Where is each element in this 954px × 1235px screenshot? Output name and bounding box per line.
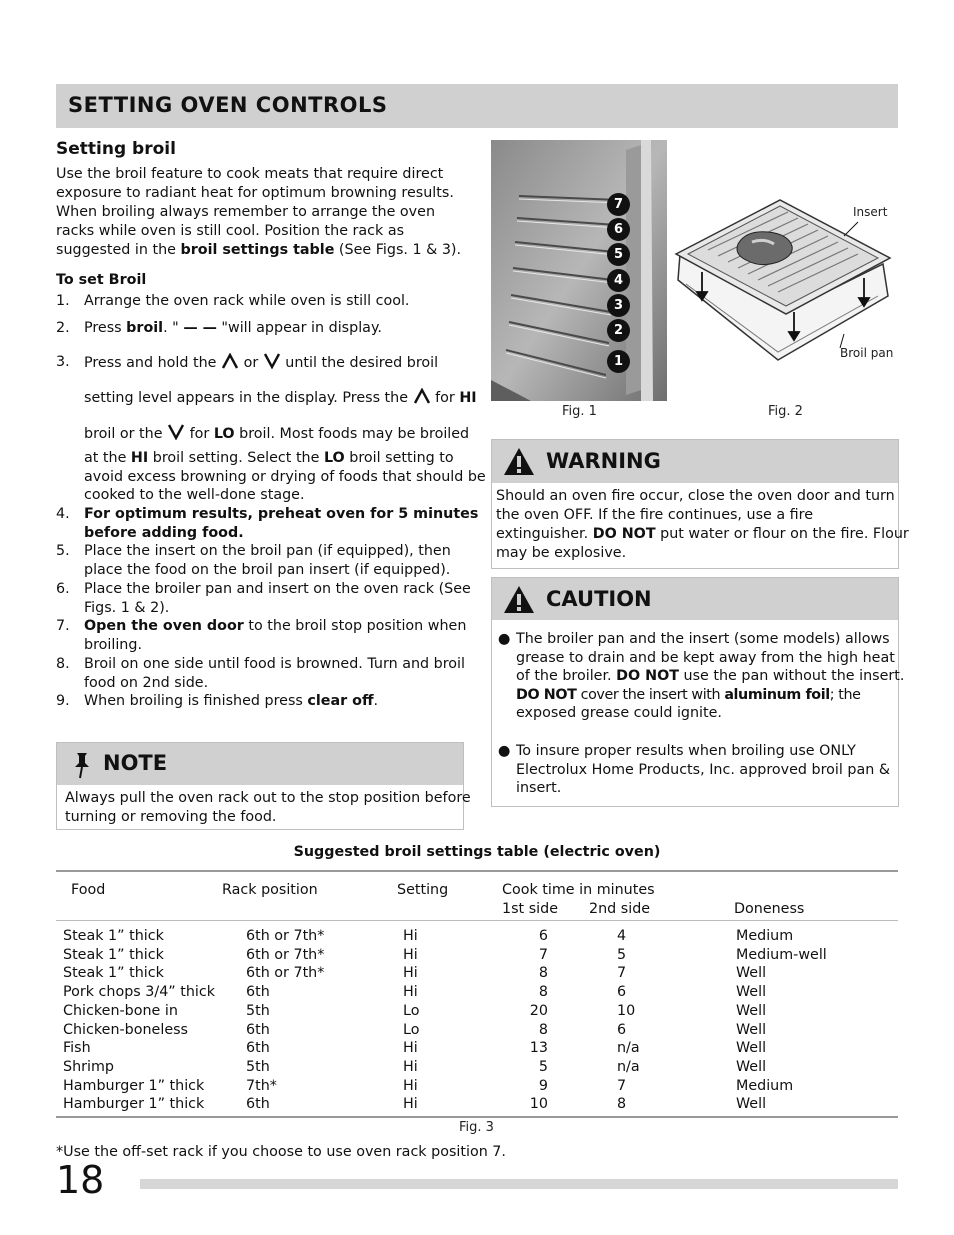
up-arrow-icon [413, 388, 431, 404]
cell-setting: Hi [403, 984, 418, 1001]
cell-second-side: n/a [617, 1040, 640, 1057]
warning-triangle-icon [502, 446, 536, 477]
cell-rack-position: 7th* [246, 1077, 277, 1094]
warning-box [491, 439, 909, 569]
cell-doneness: Well [736, 1021, 767, 1038]
subsection-heading: Setting broil [56, 139, 176, 159]
fig-2-label: Fig. 2 [768, 404, 803, 419]
intro-line: exposure to radiant heat for optimum browning results. [56, 185, 454, 201]
rack-number-badge: 4 [607, 269, 630, 292]
cell-doneness: Medium [736, 928, 794, 944]
cell-setting: Hi [403, 1040, 418, 1057]
warning-text: Should an oven fire occur, close the oven door and turn the oven OFF. If the fire continues, use a fire extinguisher. DO NOT put water or flour on the fire. Flour may be explosive. [496, 488, 909, 561]
caution-triangle-icon [502, 584, 536, 615]
page-number: 18 [56, 1158, 105, 1202]
header-first-side: 1st side [502, 901, 558, 917]
broil-pan-label: Broil pan [840, 346, 894, 360]
cell-setting: Hi [403, 946, 418, 963]
cell-food: Shrimp [63, 1058, 114, 1075]
section-title: SETTING OVEN CONTROLS [68, 93, 388, 117]
note-box [56, 742, 471, 830]
cell-setting: Hi [403, 928, 418, 944]
cell-rack-position: 6th [246, 984, 270, 1001]
cell-doneness: Well [736, 1002, 767, 1019]
intro-line: When broiling always remember to arrange the oven [56, 204, 435, 220]
cell-setting: Hi [403, 1096, 418, 1113]
rack-number-badge: 6 [607, 218, 630, 241]
cell-doneness: Well [736, 984, 767, 1001]
header-doneness: Doneness [734, 901, 805, 917]
cell-setting: Lo [403, 1021, 420, 1038]
cell-food: Steak 1” thick [63, 946, 164, 963]
caution-bullet-dot: ● [498, 743, 511, 759]
cell-setting: Hi [403, 1058, 418, 1075]
cell-second-side: 10 [617, 1002, 636, 1019]
cell-setting: Hi [403, 965, 418, 982]
caution-box [491, 577, 905, 807]
table-caption: Suggested broil settings table (electric oven) [293, 844, 661, 860]
caution-bullet-1: The broiler pan and the insert (some models) allows grease to drain and be kept away from the high heat of the broiler. DO NOT use the pan without the insert. DO NOT cover the insert with aluminum foil; the exposed grease could ignite. [516, 631, 905, 721]
oven-rack-figure [491, 140, 667, 401]
caution-bullet-2: To insure proper results when broiling use ONLY Electrolux Home Products, Inc. approved broil pan & insert. [516, 743, 890, 796]
intro-line: Use the broil feature to cook meats that require direct [56, 166, 444, 182]
cell-setting: Lo [403, 1002, 420, 1019]
header-rack: Rack position [222, 882, 318, 898]
fig-1-label: Fig. 1 [562, 404, 597, 419]
up-arrow-icon [221, 353, 239, 369]
rack-number-badge: 3 [607, 294, 630, 317]
header-second-side: 2nd side [589, 901, 651, 917]
cell-food: Fish [63, 1040, 91, 1057]
pushpin-icon [71, 751, 93, 779]
intro-line: racks while oven is still cool. Position the rack as [56, 223, 405, 239]
caution-header [492, 578, 898, 620]
cell-first-side: 6 [538, 928, 548, 944]
section-banner [56, 84, 898, 128]
cell-doneness: Medium-well [736, 946, 827, 963]
rack-number-badge: 7 [607, 193, 630, 216]
table-header-rule [56, 920, 898, 921]
cell-first-side: 7 [538, 946, 548, 963]
cell-second-side: 4 [617, 928, 627, 944]
cell-doneness: Well [736, 1096, 767, 1113]
cell-first-side: 13 [529, 1040, 548, 1057]
intro-line: suggested in the broil settings table (See Figs. 1 & 3). [56, 242, 462, 258]
note-text: Always pull the oven rack out to the stop position before turning or removing the food. [65, 790, 471, 825]
cell-food: Chicken-bone in [63, 1002, 178, 1019]
cell-food: Steak 1” thick [63, 928, 164, 944]
cell-rack-position: 5th [246, 1002, 270, 1019]
warning-header [492, 440, 898, 483]
footnote: *Use the off-set rack if you choose to use oven rack position 7. [56, 1144, 506, 1160]
rack-number-badge: 5 [607, 243, 630, 266]
cell-first-side: 5 [538, 1058, 548, 1075]
cell-rack-position: 6th or 7th* [246, 946, 325, 963]
cell-second-side: n/a [617, 1058, 640, 1075]
cell-rack-position: 6th [246, 1040, 270, 1057]
header-cook-time: Cook time in minutes [502, 882, 655, 898]
cell-second-side: 7 [617, 1077, 627, 1094]
cell-doneness: Well [736, 1040, 767, 1057]
cell-food: Steak 1” thick [63, 965, 164, 982]
cell-food: Chicken-boneless [63, 1021, 189, 1038]
cell-rack-position: 6th [246, 1096, 270, 1113]
fig-3-label: Fig. 3 [459, 1120, 494, 1135]
cell-second-side: 6 [617, 1021, 627, 1038]
footer-bar [140, 1179, 898, 1189]
insert-label: Insert [853, 205, 888, 219]
cell-food: Hamburger 1” thick [63, 1096, 205, 1113]
cell-doneness: Well [736, 1058, 767, 1075]
cell-first-side: 10 [529, 1096, 548, 1113]
caution-title: CAUTION [546, 587, 652, 611]
cell-setting: Hi [403, 1077, 418, 1094]
cell-first-side: 9 [538, 1077, 548, 1094]
down-arrow-icon [167, 424, 185, 440]
intro-paragraph [56, 165, 476, 260]
header-setting: Setting [397, 882, 449, 898]
cell-food: Pork chops 3/4” thick [63, 984, 216, 1001]
cell-food: Hamburger 1” thick [63, 1077, 205, 1094]
cell-rack-position: 6th or 7th* [246, 965, 325, 982]
cell-rack-position: 5th [246, 1058, 270, 1075]
cell-rack-position: 6th or 7th* [246, 928, 325, 944]
cell-first-side: 8 [538, 1021, 548, 1038]
header-food: Food [71, 882, 106, 898]
caution-bullet-dot: ● [498, 631, 511, 647]
table-top-rule [56, 870, 898, 872]
cell-second-side: 6 [617, 984, 627, 1001]
cell-first-side: 8 [538, 965, 548, 982]
cell-second-side: 7 [617, 965, 627, 982]
cell-first-side: 8 [538, 984, 548, 1001]
cell-doneness: Medium [736, 1077, 794, 1094]
note-title: NOTE [103, 751, 168, 775]
down-arrow-icon [263, 353, 281, 369]
rack-number-badge: 1 [607, 350, 630, 373]
cell-second-side: 5 [617, 946, 627, 963]
cell-first-side: 20 [529, 1002, 548, 1019]
warning-title: WARNING [546, 449, 661, 473]
cell-doneness: Well [736, 965, 767, 982]
cell-rack-position: 6th [246, 1021, 270, 1038]
steps-heading: To set Broil [56, 272, 147, 288]
rack-number-badge: 2 [607, 319, 630, 342]
note-header [57, 743, 463, 785]
cell-second-side: 8 [617, 1096, 627, 1113]
table-bottom-rule [56, 1116, 898, 1118]
